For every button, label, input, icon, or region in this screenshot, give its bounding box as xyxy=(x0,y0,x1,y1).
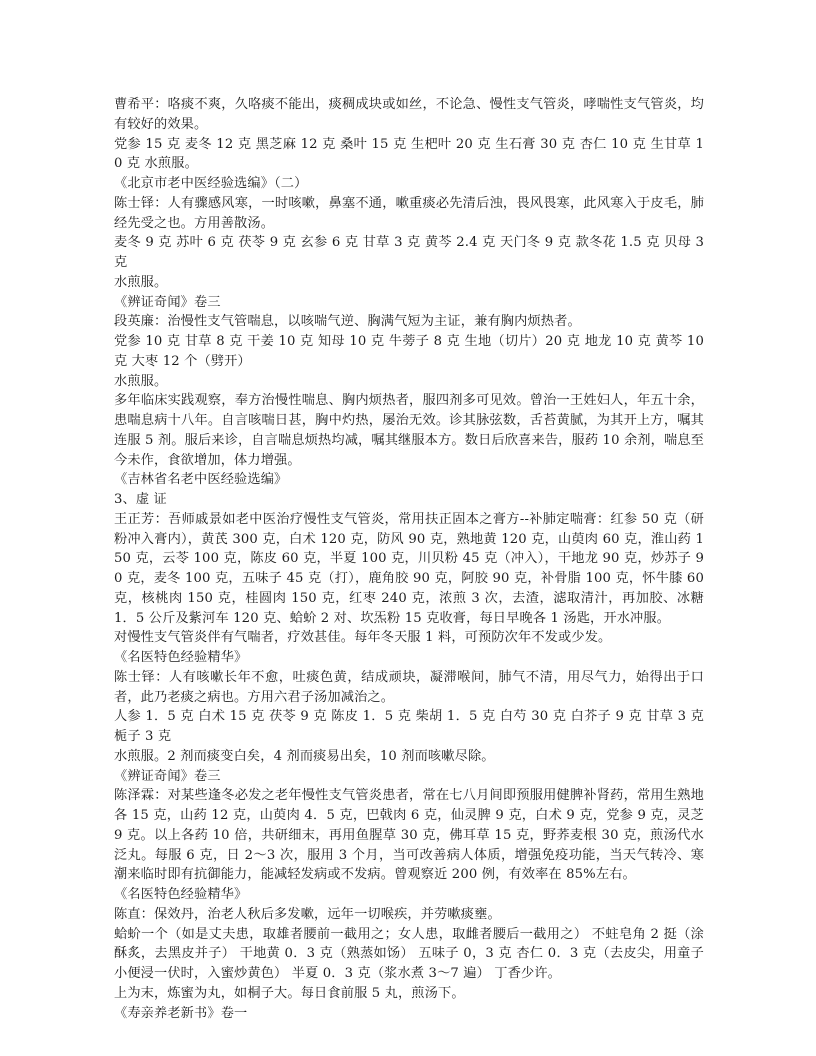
document-paragraph: 陈士铎：人有咳嗽长年不愈，吐痰色黄，结成顽块，凝滞喉间，肺气不清，用尽气力，始得出于口者，此乃老痰之病也。方用六君子汤加减治之。 xyxy=(114,669,704,705)
source-citation: 上为末，炼蜜为丸，如桐子大。每日食前服 5 丸，煎汤下。 xyxy=(114,985,465,1001)
prescription-formula: 麦冬 9 克 苏叶 6 克 茯苓 9 克 玄参 6 克 甘草 3 克 黄芩 2.4 克 天门冬 9 克 款冬花 1.5 克 贝母 3 克 xyxy=(114,235,704,270)
source-citation: 水煎服。 xyxy=(114,373,168,389)
source-citation: 水煎服。2 剂而痰变白矣，4 剂而痰易出矣，10 剂而咳嗽尽除。 xyxy=(114,748,495,764)
source-citation: 水煎服。 xyxy=(114,274,168,290)
document-text-column xyxy=(114,95,704,1023)
document-paragraph: 王正芳：吾师戚景如老中医治疗慢性支气管炎，常用扶正固本之膏方--补肺定喘膏：红参 50 克（研粉冲入膏内），黄芪 300 克，白术 120 克，防风 90 克，熟地黄 120 克，山萸肉 60 克，淮山药 150 克，云苓 100 克，陈皮 60 克，半夏 100 克，川贝粉 45 克（冲入），干地龙 90 克，炒苏子 90 克，麦冬 100 克，五味子 45 克（打），鹿角胶 90 克，阿胶 90 克，补骨脂 100 克，怀牛膝 60 克，核桃肉 150 克，桂圆肉 150 克，红枣 240 克，浓煎 3 次，去渣，滤取清汁，再加胶、冰糖 1．5 公斤及紫河车 120 克、蛤蚧 2 对、坎炁粉 15 克收膏，每日早晚各 1 汤匙，开水冲服。 xyxy=(114,511,704,626)
source-citation: 陈直：保效丹，治老人秋后多发嗽，远年一切喉疾，并劳嗽痰壅。 xyxy=(114,906,501,922)
source-citation: 《寿亲养老新书》卷一 xyxy=(114,1005,248,1021)
section-heading: 3、虚 证 xyxy=(114,492,167,507)
source-citation: 《北京市老中医经验选编》（二） xyxy=(114,176,308,191)
document-paragraph: 曹希平：咯痰不爽，久咯痰不能出，痰稠成块或如丝，不论急、慢性支气管炎，哮喘性支气管炎，均有较好的效果。 xyxy=(114,97,704,132)
source-citation: 对慢性支气管炎伴有气喘者，疗效甚佳。每年冬天服 1 料，可预防次年不发或少发。 xyxy=(114,630,612,646)
source-citation: 《名医特色经验精华》 xyxy=(114,650,248,665)
prescription-formula: 党参 15 克 麦冬 12 克 黑芝麻 12 克 桑叶 15 克 生杷叶 20 克 生石膏 30 克 杏仁 10 克 生甘草 10 克 水煎服。 xyxy=(114,136,704,172)
prescription-formula: 人参 1．5 克 白术 15 克 茯苓 9 克 陈皮 1．5 克 柴胡 1．5 克 白芍 30 克 白芥子 9 克 甘草 3 克 栀子 3 克 xyxy=(114,709,704,744)
document-paragraph: 多年临床实践观察，奉方治慢性喘息、胸内烦热者，服四剂多可见效。曾治一王姓妇人，年五十余，患喘息病十八年。自言咳喘日甚，胸中灼热，屡治无效。诊其脉弦数，舌苔黄腻，为其开上方，嘱其连服 5 剂。服后来诊，自言喘息烦热均减，嘱其继服本方。数日后欣喜来告，服药 10 余剂，喘息至今未作，食欲增加，体力增强。 xyxy=(114,393,704,468)
document-paragraph: 蛤蚧一个（如是丈夫患，取雄者腰前一截用之；女人患，取雌者腰后一截用之） 不蛀皂角 2 挺（涂酥炙，去黑皮并子） 干地黄 0．3 克（熟蒸如饧） 五味子 0，3 克 杏仁 0．3 克（去皮尖，用童子小便浸一伏时，入蜜炒黄色） 半夏 0．3 克（浆水煮 3～7 遍） 丁香少许。 xyxy=(114,926,704,981)
source-citation: 《辨证奇闻》卷三 xyxy=(114,294,221,310)
source-citation: 《辨证奇闻》卷三 xyxy=(114,768,221,784)
document-paragraph: 陈士铎：人有骤感风寒，一时咳嗽，鼻塞不通，嗽重痰必先清后浊，畏风畏寒，此风寒入于皮毛，肺经先受之也。方用善散汤。 xyxy=(114,195,704,231)
source-citation: 段英廉：治慢性支气管喘息，以咳喘气逆、胸满气短为主证，兼有胸内烦热者。 xyxy=(114,314,581,330)
prescription-formula: 党参 10 克 甘草 8 克 干姜 10 克 知母 10 克 牛蒡子 8 克 生地（切片）20 克 地龙 10 克 黄芩 10 克 大枣 12 个（劈开） xyxy=(114,334,704,369)
source-citation: 《吉林省名老中医经验选编》 xyxy=(114,472,288,488)
source-citation: 《名医特色经验精华》 xyxy=(114,887,248,902)
document-paragraph: 陈泽霖：对某些逢冬必发之老年慢性支气管炎患者，常在七八月间即预服用健脾补肾药，常用生熟地各 15 克，山药 12 克，山萸肉 4．5 克，巴戟肉 6 克，仙灵脾 9 克，白术 9 克，党参 9 克，灵芝 9 克。以上各药 10 倍，共研细末，再用鱼腥草 30 克，佛耳草 15 克，野荞麦根 30 克，煎汤代水泛丸。每服 6 克，日 2～3 次，服用 3 个月，当可改善病人体质，增强免疫功能，当天气转冷、寒潮来临时即有抗御能力，能减轻发病或不发病。曾观察近 200 例，有效率在 85%左右。 xyxy=(114,788,704,883)
